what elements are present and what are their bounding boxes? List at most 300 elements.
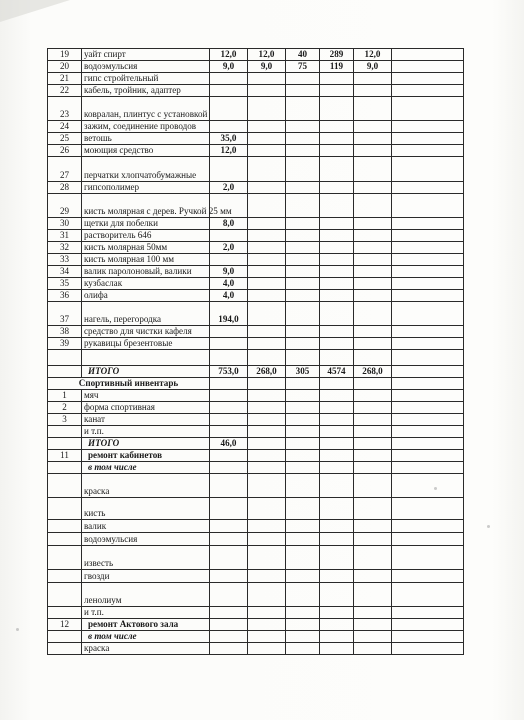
value-cell: 12,0 [248, 49, 286, 61]
item-name: ленолиум [82, 583, 210, 607]
value-cell: 753,0 [210, 366, 248, 378]
value-cell [320, 570, 354, 583]
value-cell [210, 462, 248, 474]
row-number [48, 570, 82, 583]
empty-cell [392, 242, 464, 254]
value-cell [286, 121, 320, 133]
value-cell [210, 414, 248, 426]
value-cell [320, 631, 354, 643]
item-name: гипс стройтельный [82, 73, 210, 85]
value-cell [248, 157, 286, 182]
value-cell [210, 474, 248, 498]
item-name: водоэмульсия [82, 61, 210, 73]
table-row [48, 520, 464, 533]
value-cell [286, 533, 320, 546]
value-cell [320, 302, 354, 326]
item-name: ковралан, плинтус с установкой [82, 97, 210, 121]
value-cell [248, 533, 286, 546]
value-cell [210, 631, 248, 643]
value-cell [286, 290, 320, 302]
item-name: перчатки хлопчатобумажные [82, 157, 210, 182]
empty-cell [392, 302, 464, 326]
row-number: 37 [48, 302, 82, 326]
value-cell [286, 218, 320, 230]
value-cell [248, 97, 286, 121]
value-cell: 4574 [320, 366, 354, 378]
row-number: 34 [48, 266, 82, 278]
row-number [48, 438, 82, 450]
value-cell [210, 546, 248, 570]
table-row [48, 290, 464, 302]
item-name: в том числе [82, 631, 210, 643]
value-cell [248, 326, 286, 338]
value-cell [210, 402, 248, 414]
row-number: 12 [48, 619, 82, 631]
item-name: уайт спирт [82, 49, 210, 61]
value-cell [210, 643, 248, 655]
value-cell [320, 619, 354, 631]
table-row [48, 182, 464, 194]
value-cell [354, 266, 392, 278]
value-cell: 75 [286, 61, 320, 73]
value-cell: 12,0 [210, 49, 248, 61]
item-name: зажим, соединение проводов [82, 121, 210, 133]
empty-cell [392, 230, 464, 242]
table-row [48, 85, 464, 97]
value-cell [354, 474, 392, 498]
value-cell [210, 498, 248, 520]
value-cell [320, 450, 354, 462]
empty-cell [392, 218, 464, 230]
table-row [48, 49, 464, 61]
table-row [48, 97, 464, 121]
item-name: кисть молярная 100 мм [82, 254, 210, 266]
row-number [48, 643, 82, 655]
empty-cell [392, 61, 464, 73]
item-name: известь [82, 546, 210, 570]
value-cell [286, 474, 320, 498]
table-row [48, 242, 464, 254]
table-row [48, 546, 464, 570]
item-name: растворитель 646 [82, 230, 210, 242]
value-cell [320, 462, 354, 474]
item-name: гвозди [82, 570, 210, 583]
value-cell [210, 157, 248, 182]
item-name: олифа [82, 290, 210, 302]
item-name: ИТОГО [82, 366, 210, 378]
value-cell: 46,0 [210, 438, 248, 450]
row-number: 1 [48, 390, 82, 402]
row-number: 2 [48, 402, 82, 414]
value-cell [320, 326, 354, 338]
item-name: средство для чистки кафеля [82, 326, 210, 338]
table-row [48, 378, 464, 390]
materials-table [47, 48, 464, 655]
value-cell: 268,0 [354, 366, 392, 378]
row-number: 19 [48, 49, 82, 61]
value-cell [286, 402, 320, 414]
value-cell [286, 607, 320, 619]
value-cell [286, 133, 320, 145]
empty-cell [392, 390, 464, 402]
row-number: 22 [48, 85, 82, 97]
value-cell [248, 402, 286, 414]
value-cell [354, 546, 392, 570]
empty-cell [392, 338, 464, 350]
row-number: 33 [48, 254, 82, 266]
value-cell: 305 [286, 366, 320, 378]
value-cell [286, 570, 320, 583]
table-row [48, 157, 464, 182]
item-name: краска [82, 474, 210, 498]
empty-cell [392, 254, 464, 266]
value-cell [210, 619, 248, 631]
value-cell [286, 498, 320, 520]
scan-speck [487, 525, 490, 528]
value-cell [248, 438, 286, 450]
item-name: ИТОГО [82, 438, 210, 450]
value-cell [286, 85, 320, 97]
value-cell [248, 145, 286, 157]
empty-cell [392, 474, 464, 498]
item-name: форма спортивная [82, 402, 210, 414]
table-row [48, 643, 464, 655]
empty-cell [392, 290, 464, 302]
value-cell [210, 533, 248, 546]
value-cell [354, 520, 392, 533]
row-number: 28 [48, 182, 82, 194]
item-name: в том числе [82, 462, 210, 474]
value-cell [354, 290, 392, 302]
value-cell [320, 218, 354, 230]
empty-cell [392, 378, 464, 390]
value-cell [248, 350, 286, 366]
table-row [48, 607, 464, 619]
value-cell [354, 97, 392, 121]
value-cell [286, 520, 320, 533]
value-cell [354, 182, 392, 194]
value-cell [248, 390, 286, 402]
value-cell [354, 157, 392, 182]
value-cell [320, 278, 354, 290]
value-cell [320, 520, 354, 533]
table-row [48, 390, 464, 402]
table-row [48, 631, 464, 643]
table-row [48, 338, 464, 350]
value-cell [286, 350, 320, 366]
value-cell [354, 145, 392, 157]
value-cell [286, 145, 320, 157]
value-cell [354, 302, 392, 326]
row-number: 27 [48, 157, 82, 182]
value-cell [248, 182, 286, 194]
empty-cell [392, 533, 464, 546]
value-cell [286, 643, 320, 655]
table-row [48, 218, 464, 230]
empty-cell [392, 266, 464, 278]
materials-table-body [48, 49, 464, 655]
empty-cell [392, 631, 464, 643]
value-cell: 194,0 [210, 302, 248, 326]
value-cell [248, 218, 286, 230]
item-name: гипсополимер [82, 182, 210, 194]
value-cell [320, 402, 354, 414]
empty-cell [392, 97, 464, 121]
empty-cell [392, 157, 464, 182]
empty-cell [392, 49, 464, 61]
value-cell [248, 254, 286, 266]
value-cell [320, 145, 354, 157]
value-cell [210, 583, 248, 607]
value-cell [248, 474, 286, 498]
row-number [48, 583, 82, 607]
value-cell [354, 533, 392, 546]
value-cell [320, 498, 354, 520]
value-cell: 2,0 [210, 242, 248, 254]
row-number [48, 520, 82, 533]
row-number: 29 [48, 194, 82, 218]
item-name: кисть молярная с дерев. Ручкой 25 мм [82, 194, 210, 218]
empty-cell [392, 570, 464, 583]
value-cell [286, 242, 320, 254]
empty-cell [392, 607, 464, 619]
value-cell [320, 121, 354, 133]
value-cell [320, 97, 354, 121]
page-fold-shadow [0, 0, 70, 22]
value-cell [320, 254, 354, 266]
empty-cell [392, 194, 464, 218]
table-row [48, 121, 464, 133]
value-cell [210, 230, 248, 242]
empty-cell [392, 583, 464, 607]
value-cell [286, 631, 320, 643]
value-cell [248, 619, 286, 631]
value-cell [248, 278, 286, 290]
row-number: 11 [48, 450, 82, 462]
value-cell: 9,0 [210, 266, 248, 278]
value-cell [210, 426, 248, 438]
table-row [48, 302, 464, 326]
value-cell [354, 194, 392, 218]
section-title: Спортивный инвентарь [48, 378, 210, 390]
row-number: 31 [48, 230, 82, 242]
row-number: 23 [48, 97, 82, 121]
row-number: 3 [48, 414, 82, 426]
value-cell: 12,0 [354, 49, 392, 61]
row-number: 21 [48, 73, 82, 85]
value-cell [248, 338, 286, 350]
row-number [48, 474, 82, 498]
value-cell [354, 338, 392, 350]
value-cell [210, 350, 248, 366]
row-number: 26 [48, 145, 82, 157]
item-name [82, 350, 210, 366]
value-cell [354, 350, 392, 366]
empty-cell [392, 182, 464, 194]
value-cell [286, 462, 320, 474]
value-cell [286, 414, 320, 426]
row-number: 38 [48, 326, 82, 338]
row-number: 30 [48, 218, 82, 230]
value-cell [286, 302, 320, 326]
value-cell [286, 254, 320, 266]
value-cell [210, 326, 248, 338]
value-cell [354, 631, 392, 643]
empty-cell [392, 402, 464, 414]
table-row [48, 278, 464, 290]
row-number [48, 498, 82, 520]
value-cell [248, 520, 286, 533]
value-cell [354, 121, 392, 133]
value-cell [320, 194, 354, 218]
empty-cell [392, 278, 464, 290]
item-name: валик [82, 520, 210, 533]
value-cell [286, 390, 320, 402]
value-cell [320, 266, 354, 278]
value-cell [286, 438, 320, 450]
row-number [48, 426, 82, 438]
value-cell [354, 85, 392, 97]
row-number: 32 [48, 242, 82, 254]
value-cell [286, 73, 320, 85]
value-cell [320, 290, 354, 302]
value-cell [210, 378, 248, 390]
row-number: 20 [48, 61, 82, 73]
empty-cell [392, 133, 464, 145]
item-name: краска [82, 643, 210, 655]
value-cell [320, 230, 354, 242]
empty-cell [392, 462, 464, 474]
value-cell [354, 438, 392, 450]
table-row [48, 498, 464, 520]
value-cell [354, 133, 392, 145]
empty-cell [392, 546, 464, 570]
value-cell [320, 438, 354, 450]
empty-cell [392, 619, 464, 631]
row-number [48, 546, 82, 570]
value-cell [286, 97, 320, 121]
value-cell [354, 498, 392, 520]
value-cell [354, 570, 392, 583]
value-cell [210, 520, 248, 533]
empty-cell [392, 414, 464, 426]
value-cell [286, 278, 320, 290]
row-number: 25 [48, 133, 82, 145]
value-cell: 119 [320, 61, 354, 73]
value-cell [248, 133, 286, 145]
empty-cell [392, 366, 464, 378]
value-cell [286, 450, 320, 462]
value-cell [248, 266, 286, 278]
value-cell [286, 546, 320, 570]
item-name: кисть молярная 50мм [82, 242, 210, 254]
value-cell [248, 462, 286, 474]
value-cell [320, 474, 354, 498]
item-name: мяч [82, 390, 210, 402]
row-number [48, 631, 82, 643]
value-cell [320, 607, 354, 619]
row-number [48, 607, 82, 619]
value-cell [248, 583, 286, 607]
item-name: кузбаслак [82, 278, 210, 290]
table-row [48, 73, 464, 85]
table-row [48, 145, 464, 157]
value-cell [210, 338, 248, 350]
item-name: кабель, тройник, адаптер [82, 85, 210, 97]
value-cell [210, 390, 248, 402]
value-cell [320, 390, 354, 402]
empty-cell [392, 73, 464, 85]
value-cell: 9,0 [248, 61, 286, 73]
value-cell [354, 254, 392, 266]
value-cell: 4,0 [210, 290, 248, 302]
row-number [48, 533, 82, 546]
value-cell: 35,0 [210, 133, 248, 145]
value-cell [248, 302, 286, 326]
value-cell [210, 570, 248, 583]
value-cell [354, 619, 392, 631]
table-row [48, 61, 464, 73]
value-cell [354, 402, 392, 414]
table-row [48, 583, 464, 607]
value-cell [210, 607, 248, 619]
value-cell [320, 643, 354, 655]
item-name: ремонт Актового зала [82, 619, 210, 631]
value-cell [210, 254, 248, 266]
empty-cell [392, 145, 464, 157]
value-cell [320, 85, 354, 97]
table-row [48, 266, 464, 278]
value-cell [354, 450, 392, 462]
value-cell [248, 426, 286, 438]
item-name: рукавицы брезентовые [82, 338, 210, 350]
item-name: и т.п. [82, 426, 210, 438]
value-cell [248, 643, 286, 655]
item-name: ремонт кабинетов [82, 450, 210, 462]
value-cell [286, 194, 320, 218]
value-cell [248, 546, 286, 570]
value-cell [286, 338, 320, 350]
value-cell [320, 426, 354, 438]
table-row [48, 194, 464, 218]
value-cell: 4,0 [210, 278, 248, 290]
value-cell [210, 121, 248, 133]
value-cell [248, 631, 286, 643]
value-cell [354, 583, 392, 607]
value-cell [210, 450, 248, 462]
value-cell: 40 [286, 49, 320, 61]
value-cell [286, 182, 320, 194]
value-cell [248, 194, 286, 218]
empty-cell [392, 498, 464, 520]
value-cell [320, 350, 354, 366]
value-cell [320, 378, 354, 390]
item-name: щетки для побелки [82, 218, 210, 230]
row-number [48, 366, 82, 378]
value-cell [286, 426, 320, 438]
item-name: ветошь [82, 133, 210, 145]
value-cell [210, 73, 248, 85]
table-row [48, 254, 464, 266]
value-cell [320, 338, 354, 350]
value-cell [354, 326, 392, 338]
value-cell [354, 607, 392, 619]
value-cell [248, 230, 286, 242]
value-cell [248, 85, 286, 97]
table-row [48, 426, 464, 438]
value-cell [354, 462, 392, 474]
item-name: моющия средство [82, 145, 210, 157]
